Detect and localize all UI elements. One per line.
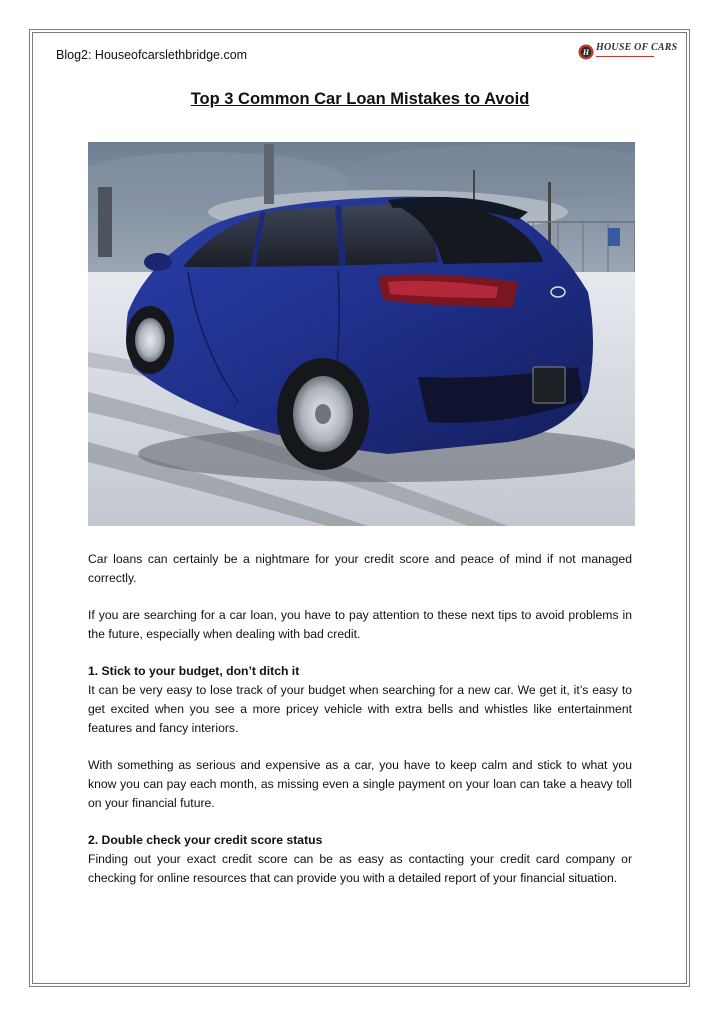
article-body [88, 550, 632, 906]
blue-hatchback-car-photo [88, 142, 635, 526]
paragraph-credit-1: Finding out your exact credit score can be as easy as contacting your credit card company or checking for online resources that can provide you with a detailed report of your financial situation. [88, 852, 632, 885]
svg-text:H: H [582, 48, 590, 57]
house-of-cars-logo [578, 42, 678, 62]
logo-tagline-line [596, 54, 654, 59]
paragraph-intro: Car loans can certainly be a nightmare for your credit score and peace of mind if not managed correctly. [88, 552, 632, 585]
logo-emblem-icon [578, 44, 594, 60]
section-heading-budget: 1. Stick to your budget, don’t ditch it [88, 664, 300, 678]
header-site-url: Blog2: Houseofcarslethbridge.com [56, 48, 248, 62]
logo-wordmark: HOUSE OF CARS [596, 42, 678, 53]
paragraph-tips: If you are searching for a car loan, you have to pay attention to these next tips to avoid problems in the future, especially when dealing with bad credit. [88, 608, 632, 641]
section-heading-credit: 2. Double check your credit score status [88, 833, 323, 847]
paragraph-budget-1: It can be very easy to lose track of your budget when searching for a new car. We get it, it’s easy to get excited when you see a more pricey vehicle with extra bells and whistles like entertainment features and fancy interiors. [88, 683, 632, 735]
paragraph-budget-2: With something as serious and expensive as a car, you have to keep calm and stick to what you know you can pay each month, as missing even a single payment on your loan can take a heavy toll on your financial future. [88, 758, 632, 810]
page-title: Top 3 Common Car Loan Mistakes to Avoid [190, 90, 530, 108]
